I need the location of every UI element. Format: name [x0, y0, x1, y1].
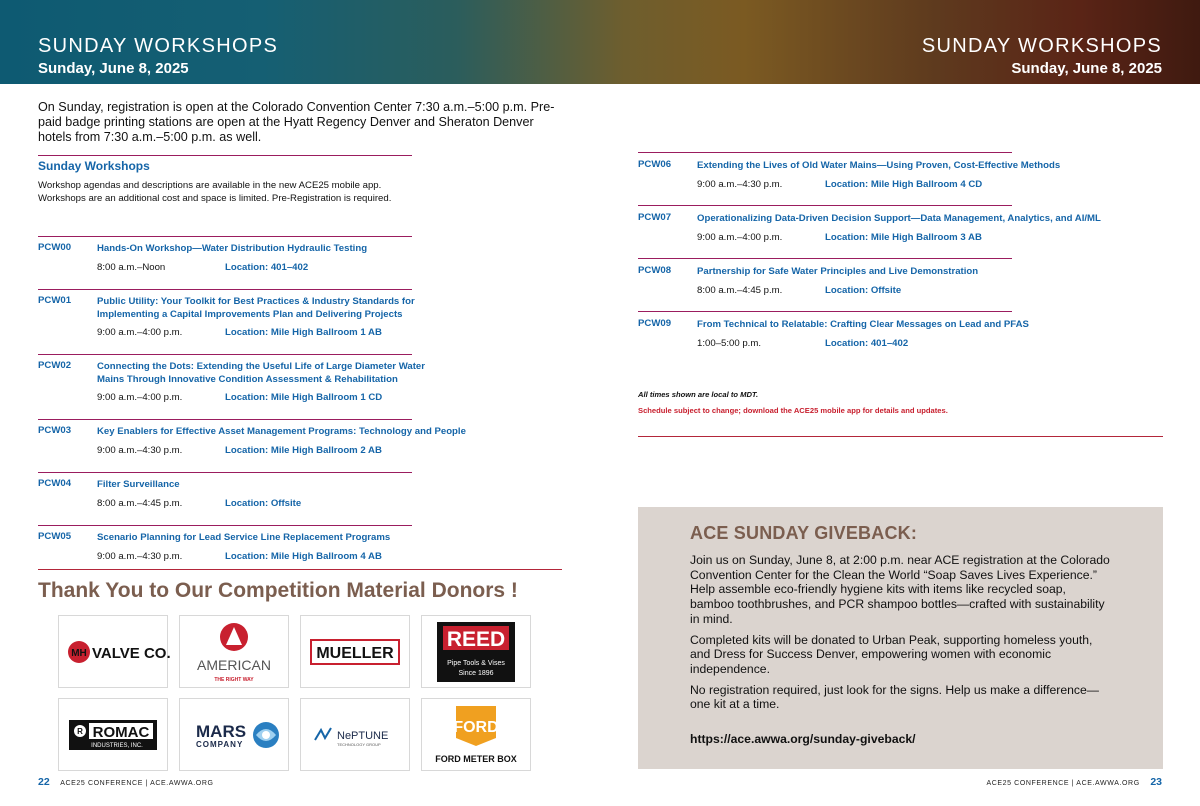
workshop-location: Location: Mile High Ballroom 3 AB [825, 232, 982, 243]
schedule-note: Schedule subject to change; download the ACE25 mobile app for details and updates. [638, 406, 948, 415]
workshop-entry [638, 265, 1158, 301]
divider [638, 205, 1012, 206]
giveback-paragraph: No registration required, just look for the signs. Help us make a difference—one kit at a time. [690, 682, 1099, 712]
workshop-entry [38, 295, 498, 345]
divider [38, 354, 412, 355]
workshop-code: PCW01 [38, 295, 72, 306]
reed-logo-graphic [435, 620, 517, 684]
svg-text:Pipe Tools & Vises: Pipe Tools & Vises [447, 659, 505, 667]
workshop-entry [38, 242, 498, 278]
workshop-entry [38, 531, 498, 567]
section-desc-line: Workshop agendas and descriptions are available in the new ACE25 mobile app. [38, 180, 382, 191]
divider [38, 155, 412, 156]
footer-left [38, 776, 214, 788]
workshop-code: PCW08 [638, 265, 672, 276]
svg-text:FORD: FORD [453, 718, 499, 736]
svg-text:R: R [77, 726, 83, 736]
svg-text:Since 1896: Since 1896 [458, 669, 494, 677]
page-number: 23 [1150, 776, 1162, 788]
workshop-location: Location: 401–402 [225, 262, 309, 273]
svg-text:FORD METER BOX: FORD METER BOX [435, 753, 517, 764]
reed-logo [421, 615, 531, 688]
svg-text:COMPANY: COMPANY [196, 739, 244, 749]
divider [38, 289, 412, 290]
workshop-code: PCW06 [638, 159, 672, 170]
banner-left [38, 35, 278, 78]
workshop-location: Location: Offsite [825, 285, 902, 296]
page-date: Sunday, June 8, 2025 [38, 60, 189, 77]
workshop-title: Filter Surveillance [97, 479, 180, 490]
svg-text:MARS: MARS [196, 721, 247, 741]
giveback-title: ACE SUNDAY GIVEBACK: [690, 523, 918, 543]
workshop-time: 1:00–5:00 p.m. [697, 338, 762, 349]
workshop-location: Location: Mile High Ballroom 1 AB [225, 327, 382, 338]
giveback-paragraph: Completed kits will be donated to Urban Peak, supporting homeless youth, and Dress for Success Denver, empowering women with economic independence. [690, 632, 1093, 676]
american-logo-graphic [184, 619, 284, 685]
svg-text:INDUSTRIES, INC.: INDUSTRIES, INC. [91, 742, 143, 749]
time-zone-note: All times shown are local to MDT. [638, 390, 759, 399]
svg-text:MUELLER: MUELLER [316, 644, 394, 662]
workshop-code: PCW03 [38, 425, 72, 436]
footer-text: ACE25 CONFERENCE | ACE.AWWA.ORG [60, 780, 214, 787]
workshop-location: Location: Offsite [225, 498, 302, 509]
workshop-code: PCW07 [638, 212, 672, 223]
mueller-logo [300, 615, 410, 688]
workshop-time: 9:00 a.m.–4:30 p.m. [697, 179, 783, 190]
workshop-entry [38, 360, 498, 410]
section-heading: Sunday Workshops [38, 159, 150, 173]
workshop-location: Location: Mile High Ballroom 4 CD [825, 179, 983, 190]
neptune-logo-graphic [305, 720, 405, 750]
footer-text: ACE25 CONFERENCE | ACE.AWWA.ORG [986, 780, 1140, 787]
ford-meter-box-logo-graphic [426, 702, 526, 768]
svg-text:VALVE CO.: VALVE CO. [92, 644, 171, 662]
mars-logo-graphic [184, 715, 284, 755]
workshop-title: Extending the Lives of Old Water Mains—Using Proven, Cost-Effective Methods [697, 160, 1061, 171]
intro-paragraph: On Sunday, registration is open at the Colorado Convention Center 7:30 a.m.–5:00 p.m. Pre-paid badge printing stations are open at the Hyatt Regency Denver and Sheraton Denver hotels from 7:30 a.m.–5:00 p.m. as well. [38, 100, 555, 144]
workshop-entry [38, 478, 498, 514]
page-number: 22 [38, 776, 50, 788]
workshop-title: Scenario Planning for Lead Service Line Replacement Programs [97, 532, 391, 543]
divider [638, 152, 1012, 153]
workshop-code: PCW00 [38, 242, 72, 253]
workshop-code: PCW09 [638, 318, 672, 329]
divider [38, 419, 412, 420]
divider [638, 311, 1012, 312]
ford-meter-box-logo [421, 698, 531, 771]
divider [638, 436, 1163, 437]
romac-logo [58, 698, 168, 771]
workshop-entry [638, 159, 1158, 195]
workshop-location: Location: Mile High Ballroom 2 AB [225, 445, 382, 456]
svg-text:REED: REED [446, 627, 506, 651]
workshop-time: 9:00 a.m.–4:00 p.m. [97, 327, 183, 338]
workshop-entry [638, 212, 1158, 248]
american-logo [179, 615, 289, 688]
neptune-logo [300, 698, 410, 771]
mueller-logo-graphic [305, 637, 405, 667]
svg-text:MH: MH [71, 647, 87, 659]
workshop-entry [638, 318, 1158, 354]
workshop-code: PCW02 [38, 360, 72, 371]
romac-logo-graphic [67, 718, 159, 752]
giveback-link[interactable]: https://ace.awwa.org/sunday-giveback/ [690, 732, 916, 747]
workshop-title: Public Utility: Your Toolkit for Best Practices & Industry Standards for Implementing a Capital Improvements Plan and Delivering Projects [97, 296, 415, 320]
section-description [38, 180, 458, 205]
svg-text:ROMAC: ROMAC [92, 723, 150, 741]
workshop-location: Location: 401–402 [825, 338, 909, 349]
page-title: SUNDAY WORKSHOPS [38, 35, 279, 57]
workshop-location: Location: Mile High Ballroom 4 AB [225, 551, 382, 562]
workshop-location: Location: Mile High Ballroom 1 CD [225, 392, 383, 403]
banner-right [922, 35, 1162, 78]
divider [38, 472, 412, 473]
workshop-title: Partnership for Safe Water Principles and Live Demonstration [697, 266, 979, 277]
mars-logo [179, 698, 289, 771]
svg-text:NePTUNE: NePTUNE [337, 729, 389, 742]
workshop-code: PCW05 [38, 531, 72, 542]
workshop-time: 9:00 a.m.–4:30 p.m. [97, 551, 183, 562]
workshop-title: Key Enablers for Effective Asset Management Programs: Technology and People [97, 426, 466, 437]
giveback-paragraph: Join us on Sunday, June 8, at 2:00 p.m. near ACE registration at the Colorado Convention Center for the Clean the World “Soap Saves Lives Experience.” Help assemble eco-friendly hygiene kits with items like recycled soap, bamboo toothbrushes, and PCR shampoo bottles—crafted with sustainability in mind. [690, 553, 1110, 626]
workshop-time: 8:00 a.m.–4:45 p.m. [697, 285, 783, 296]
donors-heading: Thank You to Our Competition Material Donors ! [38, 579, 518, 602]
header-banner [0, 0, 1200, 84]
mh-valve-logo [58, 615, 171, 688]
workshop-title: Connecting the Dots: Extending the Useful Life of Large Diameter Water Mains Through Innovative Condition Assessment & Rehabilitation [97, 361, 425, 385]
workshop-time: 9:00 a.m.–4:00 p.m. [97, 392, 183, 403]
mh-valve-logo-graphic [65, 637, 171, 667]
svg-text:TECHNOLOGY GROUP: TECHNOLOGY GROUP [337, 741, 381, 747]
workshop-code: PCW04 [38, 478, 72, 489]
section-desc-line: Workshops are an additional cost and space is limited. Pre-Registration is required. [38, 192, 392, 204]
svg-text:THE RIGHT WAY: THE RIGHT WAY [214, 676, 254, 683]
workshop-time: 9:00 a.m.–4:00 p.m. [697, 232, 783, 243]
svg-text:AMERICAN: AMERICAN [197, 656, 271, 673]
workshop-entry [38, 425, 498, 461]
footer-right [986, 776, 1162, 788]
divider [38, 525, 412, 526]
workshop-time: 8:00 a.m.–Noon [97, 262, 166, 273]
giveback-box [638, 507, 1163, 769]
divider [38, 236, 412, 237]
workshop-title: From Technical to Relatable: Crafting Clear Messages on Lead and PFAS [697, 319, 1029, 330]
page-title-right: SUNDAY WORKSHOPS [921, 35, 1162, 57]
divider [638, 258, 1012, 259]
workshop-time: 8:00 a.m.–4:45 p.m. [97, 498, 183, 509]
workshop-time: 9:00 a.m.–4:30 p.m. [97, 445, 183, 456]
workshop-title: Hands-On Workshop—Water Distribution Hydraulic Testing [97, 243, 368, 254]
workshop-title: Operationalizing Data-Driven Decision Support—Data Management, Analytics, and AI/ML [697, 213, 1101, 224]
page-date-right: Sunday, June 8, 2025 [1011, 60, 1162, 77]
divider [38, 569, 562, 570]
